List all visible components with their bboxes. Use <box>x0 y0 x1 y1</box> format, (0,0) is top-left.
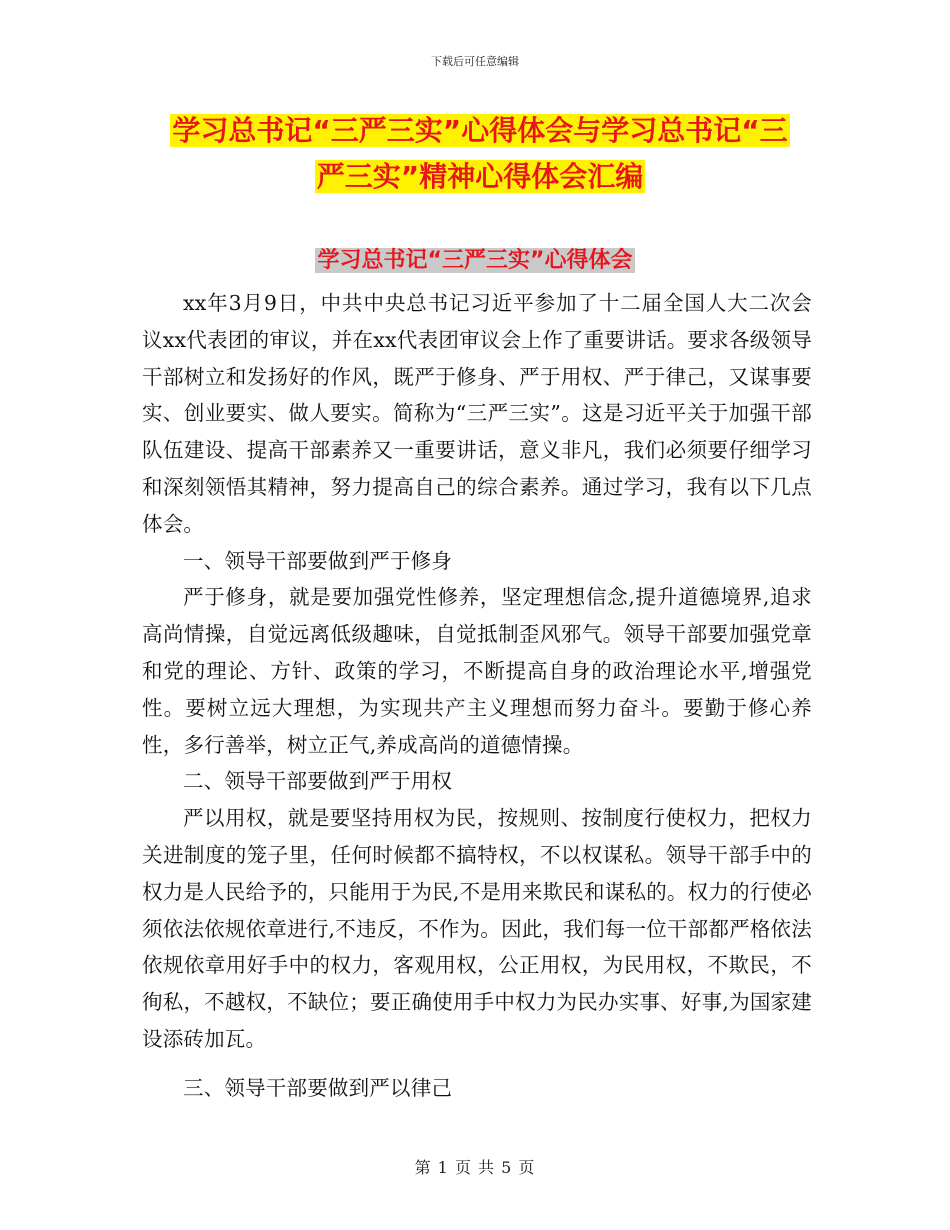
document-body <box>142 285 812 1107</box>
section-title <box>0 245 950 277</box>
document-title-line-1: 学习总书记“三严三实”心得体会与学习总书记“三 <box>172 114 788 147</box>
section-heading-3: 三、领导干部要做到严以律己 <box>183 1075 453 1100</box>
paragraph-1: 严于修身，就是要加强党性修养，坚定理想信念,提升道德境界,追求高尚情操，自觉远离低级趣味，自觉抵制歪风邪气。领导干部要加强党章和党的理论、方针、政策的学习，不断提高自身的政治理论水平,增强党性。要树立远大理想，为实现共产主义理想而努力奋斗。要勤于修心养性，多行善举，树立正气,养成高尚的道德情操。 <box>142 585 812 757</box>
document-title <box>140 108 820 200</box>
page-number: 第 1 页 共 5 页 <box>414 1158 536 1177</box>
section-heading-1: 一、领导干部要做到严于修身 <box>183 548 453 573</box>
section-heading-2: 二、领导干部要做到严于用权 <box>183 769 453 794</box>
section-title-text: 学习总书记“三严三实”心得体会 <box>315 248 636 273</box>
paragraph-2: 严以用权，就是要坚持用权为民，按规则、按制度行使权力，把权力关进制度的笼子里，任何时候都不搞特权，不以权谋私。领导干部手中的权力是人民给予的，只能用于为民,不是用来欺民和谋私的。权力的行使必须依法依规依章进行,不违反，不作为。因此，我们每一位干部都严格依法依规依章用好手中的权力，客观用权，公正用权，为民用权，不欺民，不徇私，不越权，不缺位；要正确使用手中权力为民办实事、好事,为国家建设添砖加瓦。 <box>142 806 812 1051</box>
page-header-note: 下载后可任意编辑 <box>431 55 519 68</box>
paragraph-intro: xx年3月9日，中共中央总书记习近平参加了十二届全国人大二次会议xx代表团的审议，并在xx代表团审议会上作了重要讲话。要求各级领导干部树立和发扬好的作风，既严于修身、严于用权、严于律己，又谋事要实、创业要实、做人要实。简称为“三严三实”。这是习近平关于加强干部队伍建设、提高干部素养又一重要讲话，意义非凡，我们必须要仔细学习和深刻领悟其精神，努力提高自己的综合素养。通过学习，我有以下几点体会。 <box>142 291 812 536</box>
document-title-line-2: 严三实”精神心得体会汇编 <box>316 160 644 193</box>
